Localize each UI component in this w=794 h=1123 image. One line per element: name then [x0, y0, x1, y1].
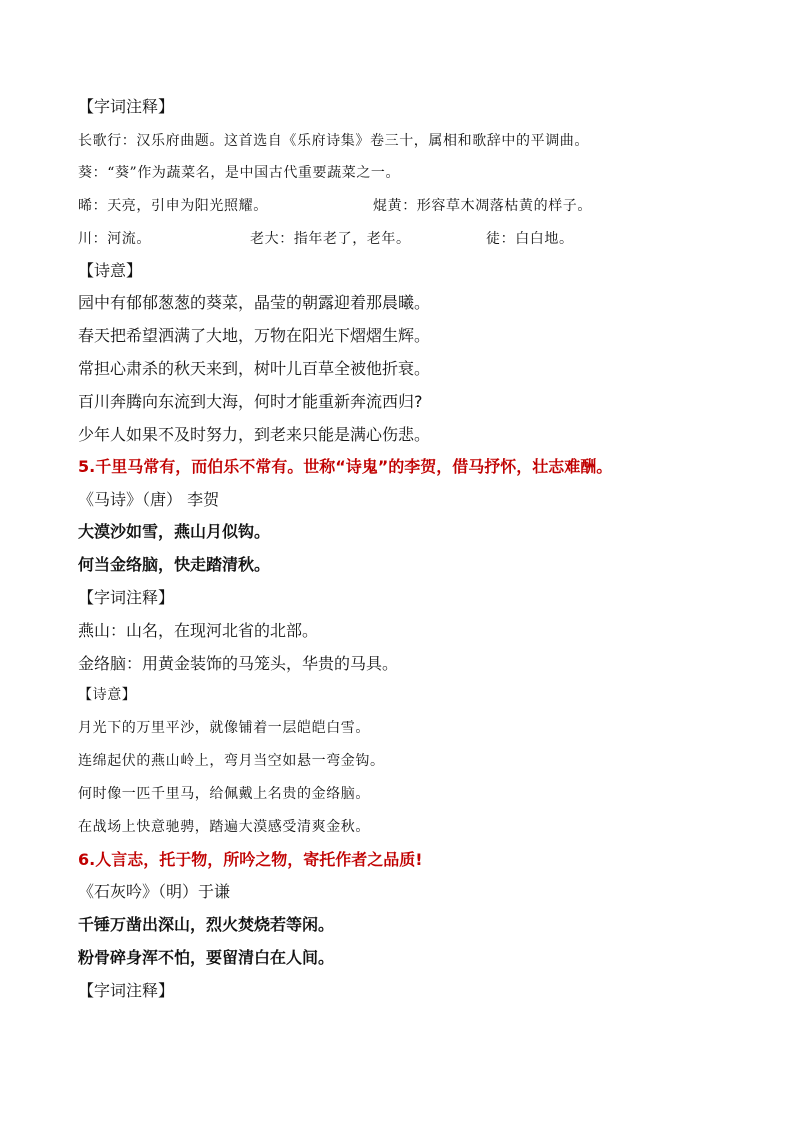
note-yanshan: 燕山：山名，在现河北省的北部。 [78, 621, 319, 640]
poem-line: 千锤万凿出深山，烈火焚烧若等闲。 [78, 915, 335, 934]
meaning-line: 月光下的万里平沙，就像铺着一层皑皑白雪。 [78, 720, 370, 736]
poem-title-ma-shi: 《马诗》（唐） 李贺 [78, 490, 220, 509]
note-kunhuang: 焜黄：形容草木凋落枯黄的样子。 [373, 198, 592, 214]
meaning-heading: 【诗意】 [78, 687, 137, 703]
meaning-line: 春天把希望洒满了大地，万物在阳光下熠熠生辉。 [78, 326, 431, 345]
note-xi: 晞：天亮，引申为阳光照耀。 [78, 198, 268, 214]
notes-heading: 【字词注释】 [78, 97, 175, 116]
section-6-title: 6.人言志，托于物，所吟之物，寄托作者之品质! [78, 850, 423, 869]
note-jinluonao: 金络脑：用黄金装饰的马笼头，华贵的马具。 [78, 654, 399, 673]
poem-line: 粉骨碎身浑不怕，要留清白在人间。 [78, 948, 335, 967]
notes-heading: 【字词注释】 [78, 981, 175, 1000]
note-changgexing: 长歌行：汉乐府曲题。这首选自《乐府诗集》卷三十，属相和歌辞中的平调曲。 [78, 133, 589, 149]
poem-line: 大漠沙如雪，燕山月似钩。 [78, 522, 271, 541]
meaning-heading: 【诗意】 [78, 261, 143, 280]
notes-heading: 【字词注释】 [78, 588, 175, 607]
poem-line: 何当金络脑，快走踏清秋。 [78, 555, 271, 574]
meaning-line: 园中有郁郁葱葱的葵菜，晶莹的朝露迎着那晨曦。 [78, 293, 431, 312]
meaning-line: 百川奔腾向东流到大海，何时才能重新奔流西归? [78, 392, 423, 411]
note-chuan: 川：河流。 [78, 231, 151, 247]
meaning-line: 在战场上快意驰骋，踏遍大漠感受清爽金秋。 [78, 819, 370, 835]
note-tu: 徒：白白地。 [486, 231, 574, 247]
meaning-line: 连绵起伏的燕山岭上，弯月当空如悬一弯金钩。 [78, 753, 385, 769]
note-kui: 葵：“葵”作为蔬菜名，是中国古代重要蔬菜之一。 [78, 165, 401, 181]
meaning-line: 少年人如果不及时努力，到老来只能是满心伤悲。 [78, 425, 431, 444]
meaning-line: 何时像一匹千里马，给佩戴上名贵的金络脑。 [78, 786, 370, 802]
poem-title-shihuiyin: 《石灰吟》（明）于谦 [78, 882, 231, 901]
section-5-title: 5.千里马常有，而伯乐不常有。世称“诗鬼”的李贺，借马抒怀，壮志难酬。 [78, 457, 613, 476]
meaning-line: 常担心肃杀的秋天来到，树叶儿百草全被他折衰。 [78, 359, 431, 378]
note-laoda: 老大：指年老了，老年。 [250, 231, 411, 247]
